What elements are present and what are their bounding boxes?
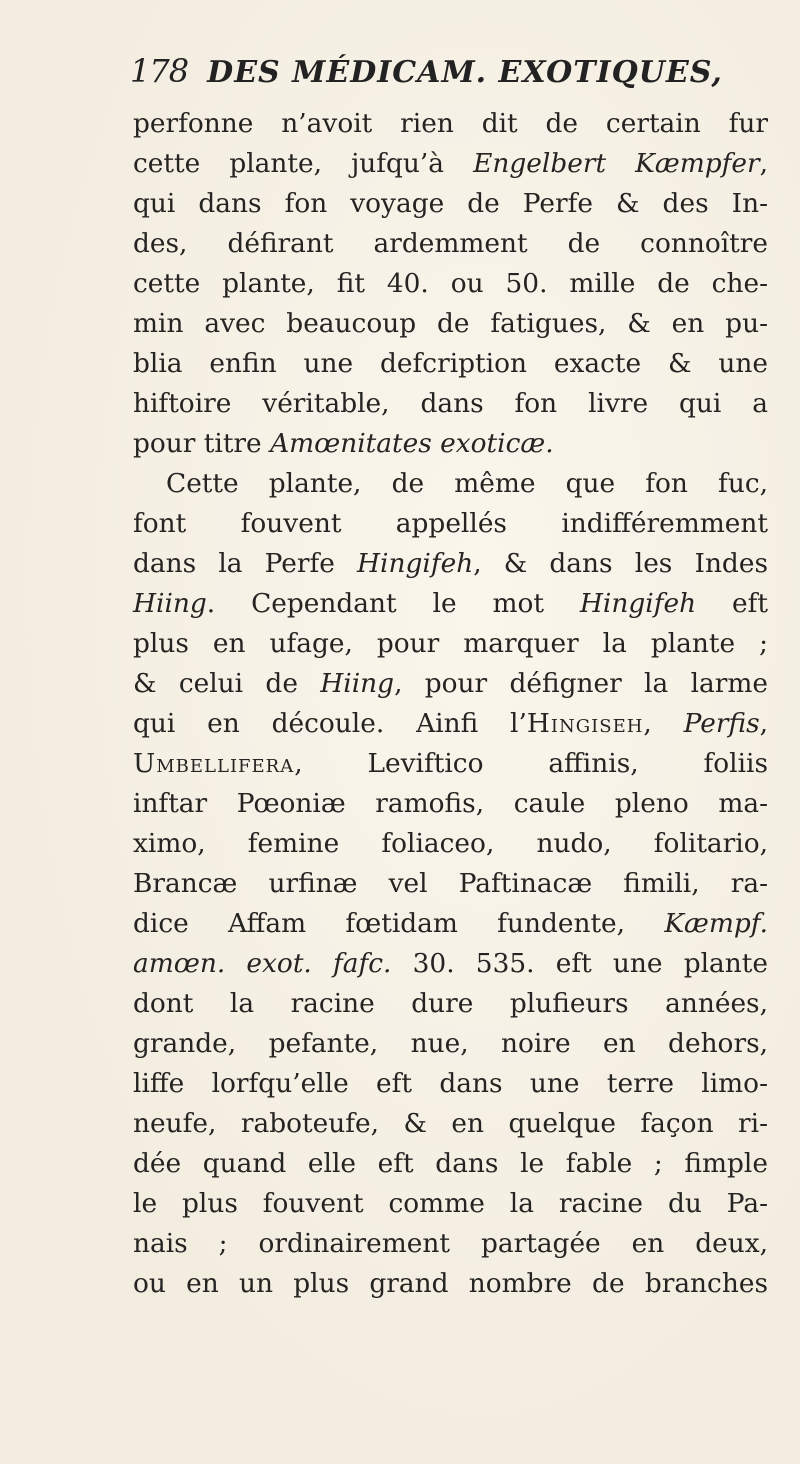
text-line bbox=[133, 744, 768, 784]
text-segment: min avec beaucoup de fatigues, & en pu- bbox=[133, 308, 768, 339]
text-segment: neufe, raboteufe, & en quelque façon ri- bbox=[133, 1108, 768, 1139]
text-segment: des, défirant ardemment de connoître bbox=[133, 228, 768, 259]
italic-text: Amœnitates exoticæ. bbox=[270, 428, 554, 459]
text-line bbox=[133, 1144, 768, 1184]
text-line bbox=[133, 1024, 768, 1064]
italic-text: Hingifeh bbox=[579, 588, 697, 619]
text-segment: , bbox=[759, 148, 769, 179]
text-segment: le plus fouvent comme la racine du Pa- bbox=[133, 1188, 768, 1219]
text-segment: hiftoire véritable, dans fon livre qui a bbox=[133, 388, 768, 419]
text-line bbox=[133, 344, 768, 384]
text-segment: , & dans les Indes bbox=[473, 548, 768, 579]
text-segment: liffe lorfqu’elle eft dans une terre limo- bbox=[133, 1068, 768, 1099]
text-segment: nais ; ordinairement partagée en deux, bbox=[133, 1228, 768, 1259]
text-line bbox=[133, 224, 768, 264]
body-text bbox=[133, 104, 768, 1304]
text-line bbox=[133, 1104, 768, 1144]
italic-text: Hiing bbox=[320, 668, 395, 699]
text-line bbox=[133, 264, 768, 304]
text-segment: qui en découle. Ainfi l’ bbox=[133, 708, 527, 739]
text-segment: pour titre bbox=[133, 428, 271, 459]
text-segment: & celui de bbox=[133, 668, 321, 699]
text-line bbox=[133, 624, 768, 664]
text-segment: 30. 535. eft une plante bbox=[391, 948, 768, 979]
text-segment: perfonne n’avoit rien dit de certain fur bbox=[133, 108, 768, 139]
running-head: DES MÉDICAM. EXOTIQUES, bbox=[207, 55, 723, 90]
text-segment: , pour défigner la larme bbox=[394, 668, 768, 699]
text-segment: ou en un plus grand nombre de branches bbox=[133, 1268, 768, 1299]
text-line bbox=[133, 424, 768, 464]
text-segment: blia enfin une defcription exacte & une bbox=[133, 348, 768, 379]
text-line bbox=[133, 984, 768, 1024]
italic-text: Engelbert Kæmpfer bbox=[473, 148, 760, 179]
text-segment: dans la Perfe bbox=[133, 548, 358, 579]
text-segment: dée quand elle eft dans le fable ; fimple bbox=[133, 1148, 768, 1179]
text-segment: . Cependant le mot bbox=[206, 588, 580, 619]
page-number: 178 bbox=[130, 52, 189, 90]
text-segment: grande, pefante, nue, noire en dehors, bbox=[133, 1028, 768, 1059]
text-line bbox=[133, 1224, 768, 1264]
text-line bbox=[133, 584, 768, 624]
text-line bbox=[133, 544, 768, 584]
text-segment: , bbox=[759, 708, 768, 739]
text-segment: cette plante, jufqu’à bbox=[133, 148, 474, 179]
text-segment: cette plante, fit 40. ou 50. mille de che- bbox=[133, 268, 768, 299]
text-segment: font fouvent appellés indifféremment bbox=[133, 508, 768, 539]
text-segment: inftar Pœoniæ ramofis, caule pleno ma- bbox=[133, 788, 768, 819]
text-line bbox=[133, 304, 768, 344]
text-segment: , Leviftico affinis, foliis bbox=[294, 748, 768, 779]
text-segment: Brancæ urfinæ vel Paftinacæ fimili, ra- bbox=[133, 868, 768, 899]
text-line bbox=[133, 1064, 768, 1104]
text-line bbox=[133, 824, 768, 864]
italic-text: amœn. exot. fafc. bbox=[133, 948, 392, 979]
text-line bbox=[133, 1264, 768, 1304]
text-line bbox=[133, 184, 768, 224]
text-line bbox=[133, 1184, 768, 1224]
text-line bbox=[133, 464, 768, 504]
text-line bbox=[133, 504, 768, 544]
text-line bbox=[133, 864, 768, 904]
page-header bbox=[130, 52, 770, 108]
italic-text: Hingifeh bbox=[357, 548, 474, 579]
text-segment: plus en ufage, pour marquer la plante ; bbox=[133, 628, 768, 659]
italic-text: Kæmpf. bbox=[664, 908, 768, 939]
text-line bbox=[133, 664, 768, 704]
text-segment: dont la racine dure plufieurs années, bbox=[133, 988, 768, 1019]
text-line bbox=[133, 944, 768, 984]
text-line bbox=[133, 104, 768, 144]
text-segment: ximo, femine foliaceo, nudo, folitario, bbox=[133, 828, 768, 859]
text-line bbox=[133, 384, 768, 424]
text-segment: , bbox=[643, 708, 684, 739]
text-line bbox=[133, 904, 768, 944]
text-segment: dice Affam fœtidam fundente, bbox=[133, 908, 665, 939]
text-line bbox=[133, 144, 768, 184]
small-caps-text: Hingiseh bbox=[526, 708, 644, 739]
text-line bbox=[133, 704, 768, 744]
text-segment: Cette plante, de même que fon fuc, bbox=[166, 468, 768, 499]
italic-text: Hiing bbox=[133, 588, 207, 619]
text-line bbox=[133, 784, 768, 824]
small-caps-text: Umbellifera bbox=[133, 748, 295, 779]
italic-text: Perfis bbox=[683, 708, 760, 739]
text-segment: qui dans fon voyage de Perfe & des In- bbox=[133, 188, 768, 219]
text-segment: eft bbox=[696, 588, 768, 619]
